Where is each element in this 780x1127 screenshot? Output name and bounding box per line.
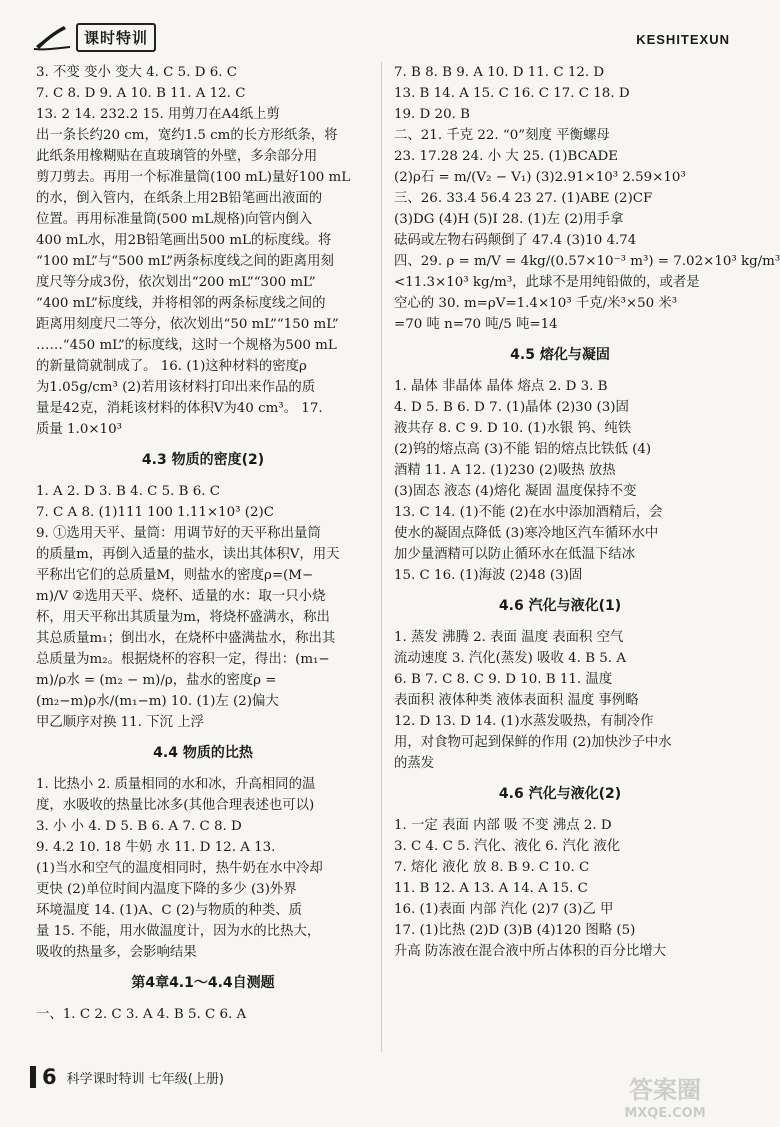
answer-line: 一、1. C 2. C 3. A 4. B 5. C 6. A	[36, 1007, 247, 1022]
answer-line: (3)DG (4)H (5)I 28. (1)左 (2)用手拿	[394, 212, 624, 227]
answer-line: 1. A 2. D 3. B 4. C 5. B 6. C	[36, 484, 221, 499]
answer-line: 7. 熔化 液化 放 8. B 9. C 10. C	[394, 860, 590, 875]
answer-line: (1)当水和空气的温度相同时，热牛奶在水中冷却	[36, 861, 323, 876]
answers-block-4-6-1	[394, 627, 726, 774]
answer-line: m)/ρ水 = (m₂ − m)/ρ，盐水的密度ρ =	[36, 673, 277, 688]
answer-line: 13. 2 14. 232.2 15. 用剪刀在A4纸上剪	[36, 107, 280, 122]
answer-line: 使水的凝固点降低 (3)寒冷地区汽车循环水中	[394, 526, 659, 541]
answer-line: 加少量酒精可以防止循环水在低温下结冰	[394, 547, 636, 562]
answer-line: 甲乙顺序对换 11. 下沉 上浮	[36, 715, 204, 730]
book-title: 科学课时特训 七年级(上册)	[66, 1071, 224, 1087]
brand-title: 课时特训	[76, 23, 156, 52]
answers-block-4-6-2	[394, 815, 726, 962]
answer-line: 23. 17.28 24. 小 大 25. (1)BCADE	[394, 149, 619, 164]
answers-block-self-test-cont	[394, 62, 780, 335]
answer-line: 13. C 14. (1)不能 (2)在水中添加酒精后，会	[394, 505, 663, 520]
section-heading-4-3: 4.3 物质的密度(2)	[141, 452, 265, 468]
answer-line: 位置。再用标准量筒(500 mL规格)向管内倒入	[36, 212, 313, 227]
section-heading-4-6-1: 4.6 汽化与液化(1)	[498, 598, 622, 614]
answer-line: “400 mL”标度线，并将相邻的两条标度线之间的	[36, 296, 326, 311]
answer-line: 其总质量m₁；倒出水，在烧杯中盛满盐水，称出其	[36, 631, 336, 646]
answer-line: 的新量筒就制成了。 16. (1)这种材料的密度ρ	[36, 359, 307, 374]
left-column	[36, 62, 370, 1057]
answer-line: 4. D 5. B 6. D 7. (1)晶体 (2)30 (3)固	[394, 400, 629, 415]
watermark-domain: MXQE.COM	[624, 1106, 706, 1121]
answer-line: 13. B 14. A 15. C 16. C 17. C 18. D	[394, 86, 630, 101]
answer-line: 1. 比热小 2. 质量相同的水和冰，升高相同的温	[36, 777, 316, 792]
answer-line: 砝码或左物右码颠倒了 47.4 (3)10 4.74	[394, 233, 637, 248]
answer-line: 9. ①选用天平、量筒：用调节好的天平称出量筒	[36, 526, 321, 541]
answer-line: (3)固态 液态 (4)熔化 凝固 温度保持不变	[394, 484, 637, 499]
answer-line: 度尺等分成3份，依次划出“200 mL”“300 mL”	[36, 275, 316, 290]
page-header	[0, 0, 750, 62]
answer-line: 3. 不变 变小 变大 4. C 5. D 6. C	[36, 65, 237, 80]
answer-line: 的蒸发	[394, 756, 435, 771]
footer-bar	[30, 1066, 36, 1088]
answer-line: 7. C A 8. (1)111 100 1.11×10³ (2)C	[36, 505, 275, 520]
answer-line: 17. (1)比热 (2)D (3)B (4)120 图略 (5)	[394, 923, 636, 938]
answer-line: m)/V ②选用天平、烧杯、适量的水：取一只小烧	[36, 589, 326, 604]
answer-line: “100 mL”与“500 mL”两条标度线之间的距离用刻	[36, 254, 334, 269]
answer-line: 三、26. 33.4 56.4 23 27. (1)ABE (2)CF	[394, 191, 653, 206]
answers-block-4-4	[36, 774, 370, 963]
answer-line: 升高 防冻液在混合液中所占体积的百分比增大	[394, 944, 667, 959]
answer-line: 四、29. ρ = m/V = 4kg/(0.57×10⁻³ m³) = 7.02×10³ kg/m³	[394, 254, 780, 269]
answers-block-4-5	[394, 376, 726, 586]
section-heading-4-4: 4.4 物质的比热	[153, 745, 253, 761]
answer-line: 液共存 8. C 9. D 10. (1)水银 钨、纯铁	[394, 421, 632, 436]
answer-line: 量是42克，消耗该材料的体积V为40 cm³。 17.	[36, 401, 323, 416]
answer-line: 环境温度 14. (1)A、C (2)与物质的种类、质	[36, 903, 302, 918]
answers-block-self-test	[36, 1004, 370, 1025]
page-number: 6	[42, 1065, 57, 1089]
answer-line: 平称出它们的总质量M，则盐水的密度ρ=(M−	[36, 568, 314, 583]
answer-line: <11.3×10³ kg/m³，此球不是用纯铅做的，或者是	[394, 275, 700, 290]
answer-line: 二、21. 千克 22. “0”刻度 平衡螺母	[394, 128, 610, 143]
answer-line: 3. C 4. C 5. 汽化、液化 6. 汽化 液化	[394, 839, 621, 854]
answer-line: (2)ρ石 = m/(V₂ − V₁) (3)2.91×10³ 2.59×10³	[394, 170, 686, 185]
series-name: KESHITEXUN	[636, 32, 730, 47]
answer-line: (2)钨的熔点高 (3)不能 铝的熔点比铁低 (4)	[394, 442, 652, 457]
answer-line: 7. C 8. D 9. A 10. B 11. A 12. C	[36, 86, 246, 101]
answer-line: 400 mL水，用2B铅笔画出500 mL的标度线。将	[36, 233, 332, 248]
answer-line: 的质量m，再倒入适量的盐水，读出其体积V，用天	[36, 547, 340, 562]
answer-line: 1. 蒸发 沸腾 2. 表面 温度 表面积 空气	[394, 630, 624, 645]
brand-logo	[30, 22, 156, 52]
answer-line: 出一条长约20 cm，宽约1.5 cm的长方形纸条，将	[36, 128, 338, 143]
section-heading-self-test: 第4章4.1～4.4自测题	[131, 975, 275, 991]
answer-line: 剪刀剪去。再用一个标准量筒(100 mL)量好100 mL	[36, 170, 351, 185]
answer-line: 距离用刻度尺二等分，依次划出“50 mL”“150 mL”	[36, 317, 339, 332]
answer-line: 用，对食物可起到保鲜的作用 (2)加快沙子中水	[394, 735, 672, 750]
answer-line: 16. (1)表面 内部 汽化 (2)7 (3)乙 甲	[394, 902, 614, 917]
answer-line: 19. D 20. B	[394, 107, 470, 122]
answer-line: (m₂−m)ρ水/(m₁−m) 10. (1)左 (2)偏大	[36, 694, 279, 709]
answer-line: 1. 一定 表面 内部 吸 不变 沸点 2. D	[394, 818, 612, 833]
watermark	[590, 1072, 740, 1122]
answer-line: 7. B 8. B 9. A 10. D 11. C 12. D	[394, 65, 605, 80]
answers-block-4-2	[36, 62, 370, 440]
answer-line: =70 吨 n=70 吨/5 吨=14	[394, 317, 558, 332]
answer-line: 总质量为m₂。根据烧杯的容积一定，得出：(m₁−	[36, 652, 330, 667]
answer-line: 流动速度 3. 汽化(蒸发) 吸收 4. B 5. A	[394, 651, 626, 666]
answer-line: 1. 晶体 非晶体 晶体 熔点 2. D 3. B	[394, 379, 608, 394]
pen-icon	[30, 22, 72, 52]
right-column	[394, 62, 780, 1057]
answer-line: 15. C 16. (1)海波 (2)48 (3)固	[394, 568, 583, 583]
answer-line: 质量 1.0×10³	[36, 422, 122, 437]
answer-line: 11. B 12. A 13. A 14. A 15. C	[394, 881, 588, 896]
answer-line: 度，水吸收的热量比冰多(其他合理表述也可以)	[36, 798, 315, 813]
answer-line: 杯，用天平称出其质量为m，将烧杯盛满水，称出	[36, 610, 330, 625]
column-divider	[381, 62, 382, 1052]
watermark-title: 答案圈	[629, 1076, 701, 1104]
answer-line: 吸收的热量多，会影响结果	[36, 945, 197, 960]
page-footer	[30, 1062, 224, 1092]
answer-line: ……“450 mL”的标度线，这时一个规格为500 mL	[36, 338, 337, 353]
answer-line: 酒精 11. A 12. (1)230 (2)吸热 放热	[394, 463, 616, 478]
section-heading-4-5: 4.5 熔化与凝固	[510, 347, 610, 363]
answer-line: 9. 4.2 10. 18 牛奶 水 11. D 12. A 13.	[36, 840, 276, 855]
answer-line: 空心的 30. m=ρV=1.4×10³ 千克/米³×50 米³	[394, 296, 678, 311]
answers-block-4-3	[36, 481, 370, 733]
answer-line: 更快 (2)单位时间内温度下降的多少 (3)外界	[36, 882, 297, 897]
answer-line: 量 15. 不能，用水做温度计，因为水的比热大，	[36, 924, 321, 939]
answer-line: 的水，倒入管内，在纸条上用2B铅笔画出液面的	[36, 191, 323, 206]
answer-line: 此纸条用橡糊贴在直玻璃管的外壁，多余部分用	[36, 149, 318, 164]
answer-line: 3. 小 小 4. D 5. B 6. A 7. C 8. D	[36, 819, 242, 834]
answer-line: 表面积 液体种类 液体表面积 温度 事例略	[394, 693, 639, 708]
answer-line: 6. B 7. C 8. C 9. D 10. B 11. 温度	[394, 672, 613, 687]
answer-line: 为1.05g/cm³ (2)若用该材料打印出来作品的质	[36, 380, 316, 395]
answer-line: 12. D 13. D 14. (1)水蒸发吸热，有制冷作	[394, 714, 654, 729]
section-heading-4-6-2: 4.6 汽化与液化(2)	[498, 786, 622, 802]
